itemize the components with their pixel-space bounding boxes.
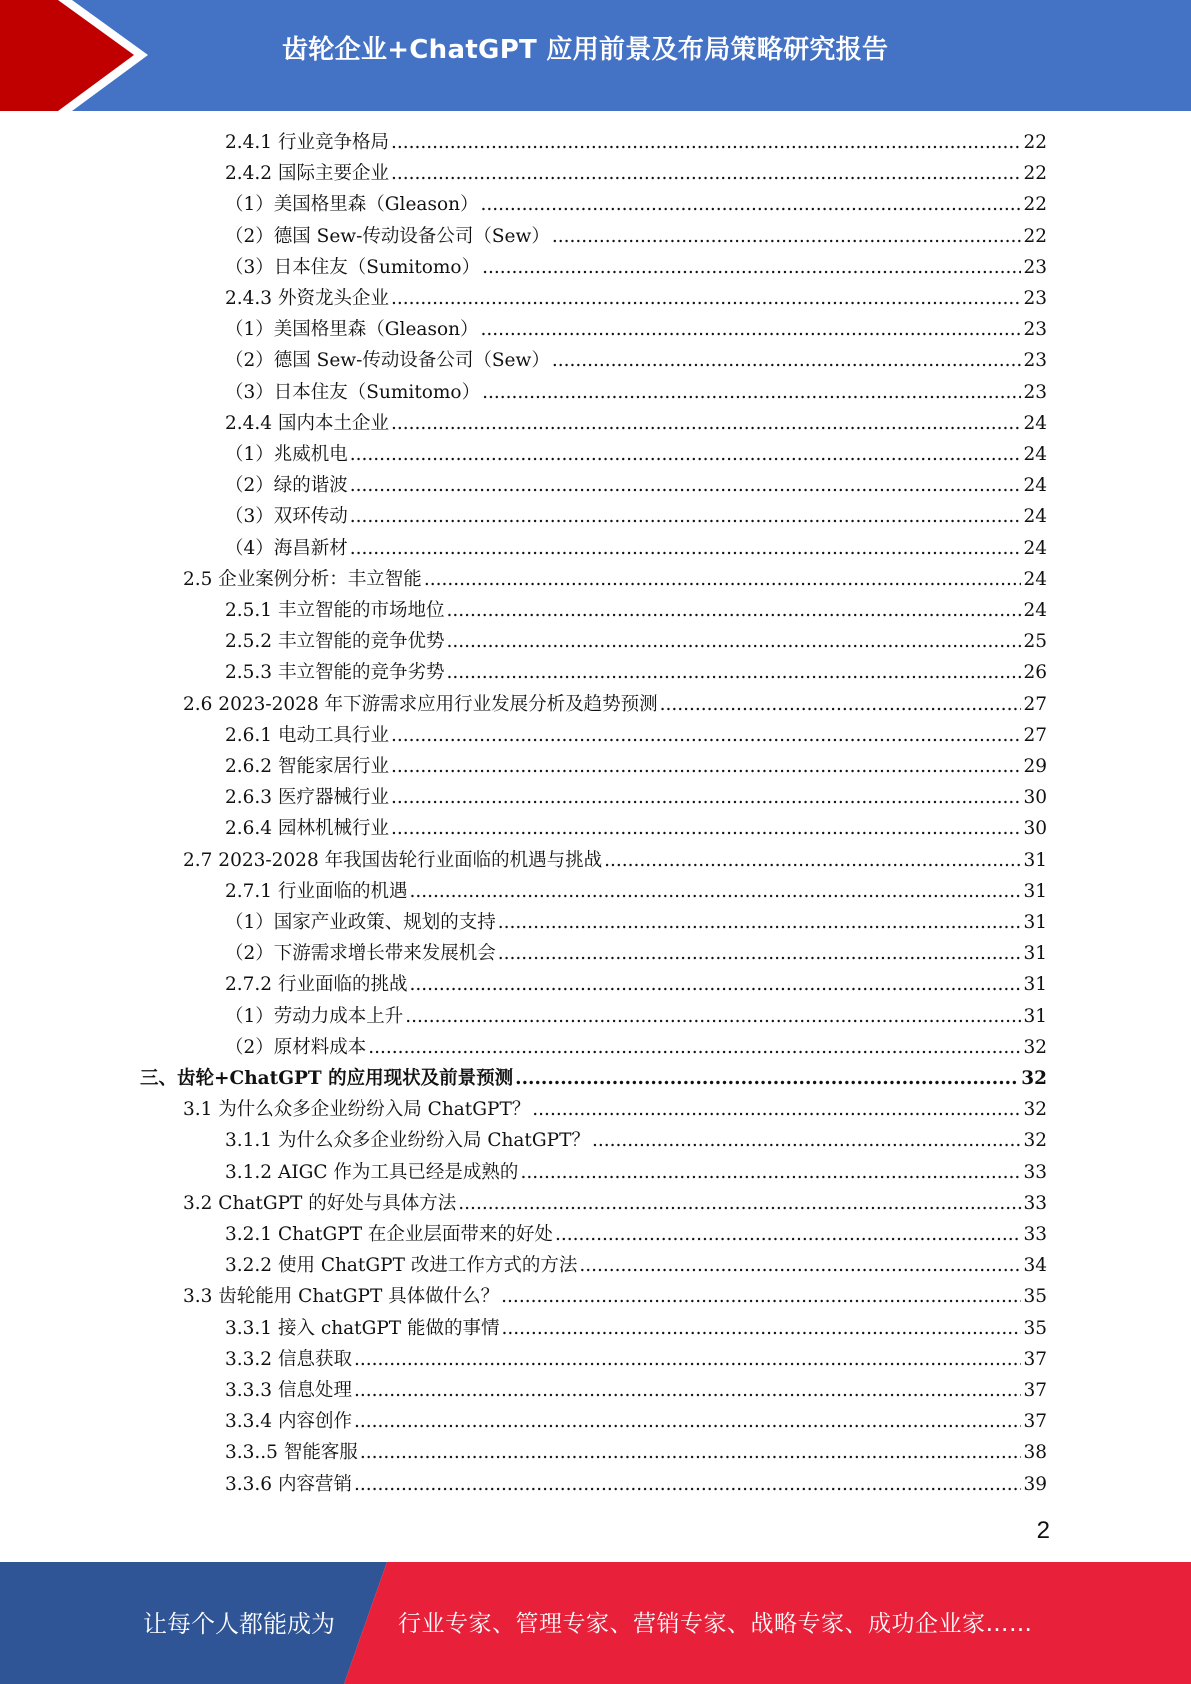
toc-dot-leader bbox=[498, 938, 1022, 969]
toc-entry-page: 33 bbox=[1023, 1192, 1047, 1214]
toc-dot-leader bbox=[354, 1469, 1022, 1500]
toc-entry-page: 30 bbox=[1023, 787, 1047, 809]
toc-entry[interactable] bbox=[225, 751, 1047, 782]
toc-entry-page: 27 bbox=[1023, 693, 1047, 715]
toc-dot-leader bbox=[515, 1063, 1019, 1094]
toc-entry[interactable] bbox=[183, 1281, 1047, 1312]
toc-entry-label: 3.2.1 ChatGPT 在企业层面带来的好处 bbox=[225, 1224, 553, 1245]
toc-entry[interactable] bbox=[225, 1406, 1047, 1437]
toc-entry-page: 24 bbox=[1023, 475, 1047, 497]
toc-entry-page: 34 bbox=[1023, 1255, 1047, 1277]
toc-entry[interactable] bbox=[225, 1125, 1047, 1156]
toc-entry[interactable] bbox=[225, 189, 1047, 220]
toc-entry-label: （1）兆威机电 bbox=[225, 444, 348, 465]
toc-entry-label: （2）德国 Sew-传动设备公司（Sew） bbox=[225, 225, 550, 247]
toc-entry-page: 31 bbox=[1023, 880, 1047, 902]
toc-entry-page: 22 bbox=[1023, 163, 1047, 185]
toc-dot-leader bbox=[350, 533, 1022, 564]
footer-slogan-right: 行业专家、管理专家、营销专家、战略专家、成功企业家…… bbox=[398, 1611, 1033, 1637]
toc-entry-label: 2.4.2 国际主要企业 bbox=[225, 163, 389, 185]
toc-entry[interactable] bbox=[225, 127, 1047, 158]
toc-entry[interactable] bbox=[183, 564, 1047, 595]
toc-entry-label: 2.6.3 医疗器械行业 bbox=[225, 787, 389, 809]
toc-entry-label: 3.3..5 智能客服 bbox=[225, 1442, 358, 1464]
toc-entry-page: 37 bbox=[1023, 1380, 1047, 1401]
toc-entry-label: （3）双环传动 bbox=[225, 506, 348, 528]
toc-entry-label: （1）国家产业政策、规划的支持 bbox=[225, 912, 496, 933]
toc-entry-page: 25 bbox=[1023, 631, 1047, 653]
footer-banner bbox=[0, 1562, 1191, 1684]
toc-entry-label: 2.7 2023-2028 年我国齿轮行业面临的机遇与挑战 bbox=[183, 849, 603, 871]
toc-entry-label: 3.1.1 为什么众多企业纷纷入局 ChatGPT？ bbox=[225, 1130, 590, 1152]
toc-entry[interactable] bbox=[225, 1001, 1047, 1032]
toc-entry[interactable] bbox=[225, 1032, 1047, 1063]
toc-entry-label: 2.6.1 电动工具行业 bbox=[225, 724, 389, 746]
toc-entry[interactable] bbox=[225, 657, 1047, 688]
toc-entry-label: 3.3.4 内容创作 bbox=[225, 1411, 352, 1433]
toc-entry[interactable] bbox=[225, 408, 1047, 439]
toc-entry-label: 2.4.4 国内本土企业 bbox=[225, 412, 389, 434]
toc-entry-label: （4）海昌新材 bbox=[225, 537, 348, 559]
toc-entry[interactable] bbox=[183, 1188, 1047, 1219]
toc-entry-page: 31 bbox=[1023, 943, 1047, 965]
toc-dot-leader bbox=[350, 470, 1022, 501]
toc-entry-page: 37 bbox=[1023, 1348, 1047, 1370]
toc-dot-leader bbox=[350, 439, 1022, 470]
toc-entry-page: 31 bbox=[1023, 974, 1047, 996]
toc-dot-leader bbox=[458, 1188, 1021, 1219]
toc-entry-label: 2.5.1 丰立智能的市场地位 bbox=[225, 600, 445, 621]
toc-dot-leader bbox=[354, 1344, 1022, 1375]
toc-dot-leader bbox=[501, 1281, 1021, 1312]
toc-dot-leader bbox=[552, 221, 1022, 252]
toc-entry-page: 23 bbox=[1023, 256, 1047, 278]
toc-entry-label: 3.3 齿轮能用 ChatGPT 具体做什么？ bbox=[183, 1286, 500, 1308]
toc-entry-page: 26 bbox=[1023, 662, 1047, 684]
toc-entry-page: 31 bbox=[1023, 1005, 1047, 1027]
toc-entry-label: 2.4.1 行业竞争格局 bbox=[225, 132, 389, 153]
toc-entry[interactable] bbox=[225, 1219, 1047, 1250]
toc-dot-leader bbox=[481, 189, 1022, 220]
toc-entry[interactable] bbox=[225, 314, 1047, 345]
toc-entry-page: 27 bbox=[1023, 724, 1047, 746]
toc-dot-leader bbox=[354, 1406, 1022, 1437]
toc-dot-leader bbox=[446, 657, 1021, 688]
toc-entry-label: （1）美国格里森（Gleason） bbox=[225, 319, 479, 341]
toc-entry[interactable] bbox=[225, 252, 1047, 283]
toc-entry-page: 23 bbox=[1023, 288, 1047, 309]
toc-entry-label: 2.4.3 外资龙头企业 bbox=[225, 288, 389, 309]
toc-dot-leader bbox=[409, 876, 1021, 907]
toc-dot-leader bbox=[604, 845, 1021, 876]
toc-dot-leader bbox=[552, 345, 1022, 376]
toc-dot-leader bbox=[360, 1437, 1022, 1468]
toc-entry[interactable] bbox=[225, 1437, 1047, 1468]
toc-entry-label: （1）美国格里森（Gleason） bbox=[225, 194, 479, 216]
toc-entry-label: 3.2 ChatGPT 的好处与具体方法 bbox=[183, 1192, 457, 1214]
toc-dot-leader bbox=[391, 408, 1021, 439]
toc-entry-page: 33 bbox=[1023, 1161, 1047, 1183]
toc-entry-page: 24 bbox=[1023, 506, 1047, 528]
toc-entry-page: 32 bbox=[1021, 1068, 1047, 1089]
toc-dot-leader bbox=[446, 626, 1021, 657]
toc-entry[interactable] bbox=[183, 845, 1047, 876]
toc-dot-leader bbox=[354, 1375, 1022, 1406]
toc-entry-label: 2.5.3 丰立智能的竞争劣势 bbox=[225, 662, 445, 684]
toc-dot-leader bbox=[350, 501, 1022, 532]
toc-entry[interactable] bbox=[225, 1375, 1047, 1406]
toc-entry[interactable] bbox=[225, 439, 1047, 470]
toc-entry-page: 35 bbox=[1023, 1317, 1047, 1339]
toc-entry-label: 三、齿轮+ChatGPT 的应用现状及前景预测 bbox=[140, 1068, 514, 1089]
toc-entry-page: 38 bbox=[1023, 1442, 1047, 1464]
toc-dot-leader bbox=[424, 564, 1022, 595]
toc-entry-page: 23 bbox=[1023, 381, 1047, 403]
toc-dot-leader bbox=[482, 252, 1021, 283]
toc-entry[interactable] bbox=[225, 345, 1047, 376]
footer-slogan-left: 让每个人都能成为 bbox=[143, 1610, 335, 1638]
toc-entry-page: 23 bbox=[1023, 319, 1047, 341]
toc-entry-page: 24 bbox=[1023, 568, 1047, 590]
toc-dot-leader bbox=[446, 595, 1021, 626]
toc-entry[interactable] bbox=[140, 1063, 1047, 1094]
toc-entry[interactable] bbox=[225, 907, 1047, 938]
toc-entry-label: （2）下游需求增长带来发展机会 bbox=[225, 943, 496, 965]
toc-entry[interactable] bbox=[225, 501, 1047, 532]
toc-entry-page: 24 bbox=[1023, 444, 1047, 465]
toc-dot-leader bbox=[482, 377, 1021, 408]
toc-entry[interactable] bbox=[225, 876, 1047, 907]
header-banner bbox=[0, 0, 1191, 111]
toc-entry-label: 2.5 企业案例分析：丰立智能 bbox=[183, 568, 422, 590]
toc-entry-label: 2.6.2 智能家居行业 bbox=[225, 756, 389, 777]
toc-entry[interactable] bbox=[225, 938, 1047, 969]
toc-entry-label: 3.1 为什么众多企业纷纷入局 ChatGPT？ bbox=[183, 1099, 531, 1121]
toc-entry-label: 3.3.2 信息获取 bbox=[225, 1348, 352, 1370]
toc-dot-leader bbox=[391, 127, 1021, 158]
toc-entry-page: 24 bbox=[1023, 412, 1047, 434]
toc-entry[interactable] bbox=[183, 689, 1047, 720]
toc-dot-leader bbox=[391, 782, 1021, 813]
toc-entry-label: 2.5.2 丰立智能的竞争优势 bbox=[225, 631, 445, 653]
toc-entry-page: 31 bbox=[1023, 912, 1047, 933]
page-number: 2 bbox=[1036, 1517, 1050, 1544]
toc-entry-label: 3.1.2 AIGC 作为工具已经是成熟的 bbox=[225, 1161, 519, 1183]
toc-entry[interactable] bbox=[225, 1469, 1047, 1500]
toc-dot-leader bbox=[391, 283, 1021, 314]
toc-entry[interactable] bbox=[225, 813, 1047, 844]
toc-entry[interactable] bbox=[225, 1250, 1047, 1281]
toc-entry-label: （3）日本住友（Sumitomo） bbox=[225, 256, 481, 278]
toc-entry[interactable] bbox=[225, 626, 1047, 657]
toc-entry[interactable] bbox=[225, 782, 1047, 813]
toc-entry[interactable] bbox=[225, 158, 1047, 189]
toc-dot-leader bbox=[409, 969, 1021, 1000]
toc-entry-label: （2）原材料成本 bbox=[225, 1036, 367, 1058]
toc-entry-label: 3.3.6 内容营销 bbox=[225, 1473, 352, 1495]
toc-entry[interactable] bbox=[225, 533, 1047, 564]
toc-dot-leader bbox=[592, 1125, 1022, 1156]
toc-dot-leader bbox=[660, 689, 1022, 720]
toc-entry-page: 32 bbox=[1023, 1130, 1047, 1152]
toc-entry[interactable] bbox=[225, 1344, 1047, 1375]
toc-entry-label: 2.7.1 行业面临的机遇 bbox=[225, 880, 408, 902]
toc-entry[interactable] bbox=[225, 595, 1047, 626]
toc-entry-page: 32 bbox=[1023, 1099, 1047, 1121]
toc-dot-leader bbox=[502, 1313, 1022, 1344]
toc-entry-page: 24 bbox=[1023, 537, 1047, 559]
toc-entry-page: 22 bbox=[1023, 225, 1047, 247]
toc-dot-leader bbox=[481, 314, 1022, 345]
toc-dot-leader bbox=[579, 1250, 1021, 1281]
toc-entry-label: （2）绿的谐波 bbox=[225, 475, 348, 497]
toc-dot-leader bbox=[391, 158, 1021, 189]
toc-entry-page: 22 bbox=[1023, 194, 1047, 216]
toc-entry-label: （1）劳动力成本上升 bbox=[225, 1005, 404, 1027]
toc-entry-page: 33 bbox=[1023, 1224, 1047, 1245]
toc-entry-page: 24 bbox=[1023, 600, 1047, 621]
toc-entry-page: 23 bbox=[1023, 350, 1047, 372]
toc-dot-leader bbox=[391, 751, 1021, 782]
toc-dot-leader bbox=[405, 1001, 1021, 1032]
toc-entry[interactable] bbox=[225, 377, 1047, 408]
toc-entry-label: （3）日本住友（Sumitomo） bbox=[225, 381, 481, 403]
toc-entry-label: 2.6 2023-2028 年下游需求应用行业发展分析及趋势预测 bbox=[183, 693, 658, 715]
toc-dot-leader bbox=[391, 813, 1021, 844]
toc-entry-page: 32 bbox=[1023, 1036, 1047, 1058]
toc-entry-label: 3.3.3 信息处理 bbox=[225, 1380, 352, 1401]
toc-entry[interactable] bbox=[225, 221, 1047, 252]
toc-entry[interactable] bbox=[225, 283, 1047, 314]
toc-entry[interactable] bbox=[183, 1094, 1047, 1125]
toc-entry-label: 3.3.1 接入 chatGPT 能做的事情 bbox=[225, 1317, 500, 1339]
toc-dot-leader bbox=[532, 1094, 1021, 1125]
toc-dot-leader bbox=[368, 1032, 1021, 1063]
toc-entry[interactable] bbox=[225, 1313, 1047, 1344]
toc-entry-page: 29 bbox=[1023, 756, 1047, 777]
toc-dot-leader bbox=[555, 1219, 1022, 1250]
toc-dot-leader bbox=[520, 1157, 1021, 1188]
toc-entry-label: 2.6.4 园林机械行业 bbox=[225, 818, 389, 840]
toc-entry-page: 31 bbox=[1023, 849, 1047, 871]
toc-dot-leader bbox=[498, 907, 1022, 938]
report-title: 齿轮企业+ChatGPT 应用前景及布局策略研究报告 bbox=[282, 35, 889, 65]
toc-entry-label: 2.7.2 行业面临的挑战 bbox=[225, 974, 408, 996]
toc-entry-page: 37 bbox=[1023, 1411, 1047, 1433]
toc-entry-label: 3.2.2 使用 ChatGPT 改进工作方式的方法 bbox=[225, 1255, 578, 1277]
toc-entry-page: 35 bbox=[1023, 1286, 1047, 1308]
toc-entry-page: 30 bbox=[1023, 818, 1047, 840]
toc-entry-label: （2）德国 Sew-传动设备公司（Sew） bbox=[225, 350, 550, 372]
toc-entry-page: 39 bbox=[1023, 1473, 1047, 1495]
toc-entry[interactable] bbox=[225, 720, 1047, 751]
toc-dot-leader bbox=[391, 720, 1021, 751]
toc-entry-page: 22 bbox=[1023, 132, 1047, 153]
toc-entry[interactable] bbox=[225, 1157, 1047, 1188]
toc-entry[interactable] bbox=[225, 470, 1047, 501]
toc-entry[interactable] bbox=[225, 969, 1047, 1000]
